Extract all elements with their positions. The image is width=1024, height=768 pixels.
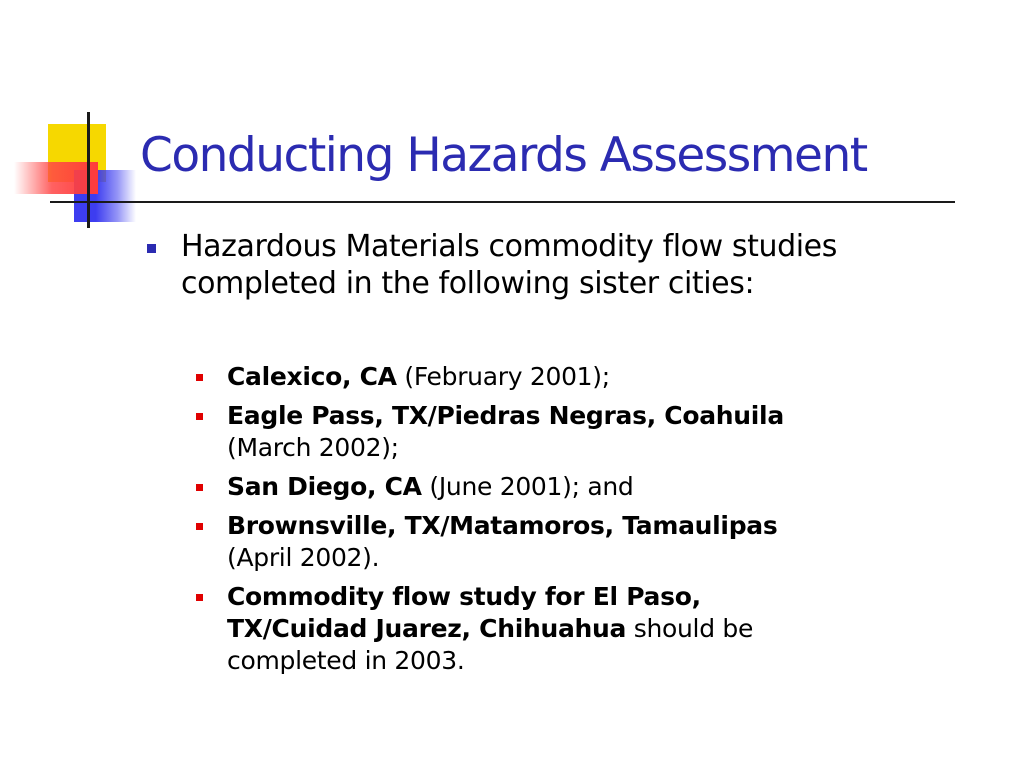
city-name: San Diego, CA	[227, 472, 422, 501]
square-bullet-icon	[196, 374, 203, 381]
study-date: (March 2002);	[227, 433, 399, 462]
sub-bullet-item-calexico	[195, 361, 985, 393]
title-underline	[50, 201, 955, 203]
sub-bullet-item-brownsville	[195, 510, 985, 574]
sub-bullet-item-eagle-pass	[195, 400, 985, 464]
sub-bullet-item-el-paso: Commodity flow study for El Paso, TX/Cuidad Juarez, Chihuahua should be completed in 2003.	[195, 581, 985, 677]
study-name: Commodity flow study for El Paso,	[227, 582, 701, 611]
decorative-red-bar	[14, 162, 98, 194]
city-name: Eagle Pass, TX/Piedras Negras, Coahuila	[227, 401, 784, 430]
study-date: (April 2002).	[227, 543, 380, 572]
main-bullet-item	[145, 228, 985, 302]
square-bullet-icon	[196, 413, 203, 420]
slide-title: Conducting Hazards Assessment	[140, 128, 867, 183]
city-name: TX/Cuidad Juarez, Chihuahua	[227, 614, 627, 643]
main-bullet-line-1: Hazardous Materials commodity flow studies	[181, 229, 837, 264]
square-bullet-icon	[196, 484, 203, 491]
completion-note: completed in 2003.	[227, 646, 465, 675]
main-bullet-line-2: completed in the following sister cities:	[181, 266, 755, 301]
sub-bullet-list	[195, 361, 985, 684]
square-bullet-icon	[196, 594, 203, 601]
study-date: (February 2001);	[396, 362, 610, 391]
decorative-vertical-line	[87, 112, 90, 228]
city-name: Brownsville, TX/Matamoros, Tamaulipas	[227, 511, 778, 540]
main-bullet-list	[145, 228, 985, 302]
sub-bullet-item-san-diego	[195, 471, 985, 503]
city-name: Calexico, CA	[227, 362, 397, 391]
square-bullet-icon	[147, 244, 156, 253]
square-bullet-icon	[196, 523, 203, 530]
study-date: (June 2001); and	[421, 472, 634, 501]
